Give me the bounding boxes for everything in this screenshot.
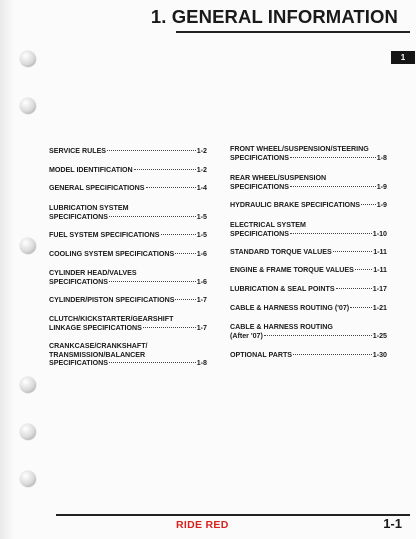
toc-entry-label: ENGINE & FRAME TORQUE VALUES bbox=[230, 266, 354, 274]
toc-entry-row bbox=[230, 332, 387, 341]
toc-page-number: 1-11 bbox=[373, 248, 387, 256]
dot-leader bbox=[146, 187, 196, 188]
brand-logo: RIDE RED bbox=[176, 519, 229, 531]
toc-entry[interactable] bbox=[230, 145, 387, 162]
toc-page-number: 1-7 bbox=[196, 323, 207, 332]
toc-entry-label: (After '07) bbox=[230, 331, 263, 340]
toc-entry[interactable] bbox=[49, 296, 207, 305]
chapter-tab: 1 bbox=[391, 51, 415, 64]
toc-entry-row bbox=[230, 183, 387, 192]
toc-page-number: 1-2 bbox=[196, 166, 207, 174]
toc-entry-label: ELECTRICAL SYSTEM bbox=[230, 221, 306, 229]
toc-entry[interactable] bbox=[49, 184, 207, 193]
toc-entry-row bbox=[230, 285, 387, 294]
dot-leader bbox=[333, 251, 373, 252]
toc-page-number: 1-11 bbox=[373, 266, 387, 274]
toc-entry-label: LINKAGE SPECIFICATIONS bbox=[49, 323, 142, 332]
page-number: 1-1 bbox=[383, 516, 402, 531]
toc-entry-label: SPECIFICATIONS bbox=[49, 212, 108, 221]
binder-hole-icon bbox=[20, 98, 36, 114]
toc-entry-label: LUBRICATION SYSTEM bbox=[49, 204, 129, 212]
toc-entry-row bbox=[230, 201, 387, 210]
dot-leader bbox=[107, 150, 196, 151]
toc-entry-row bbox=[49, 250, 207, 259]
dot-leader bbox=[336, 288, 372, 289]
toc-page-number: 1-6 bbox=[196, 277, 207, 286]
dot-leader bbox=[134, 169, 196, 170]
dot-leader bbox=[264, 335, 372, 336]
footer-rule bbox=[56, 514, 410, 516]
dot-leader bbox=[361, 204, 376, 205]
dot-leader bbox=[109, 216, 196, 217]
toc-page-number: 1-8 bbox=[376, 153, 387, 162]
toc-entry[interactable] bbox=[230, 248, 387, 257]
binder-hole-icon bbox=[20, 51, 36, 67]
dot-leader bbox=[290, 233, 372, 234]
toc-page-number: 1-5 bbox=[196, 231, 207, 239]
binder-hole-icon bbox=[20, 471, 36, 487]
toc-entry-row bbox=[49, 184, 207, 193]
toc-entry[interactable] bbox=[230, 201, 387, 210]
toc-entry-label: CABLE & HARNESS ROUTING ('07) bbox=[230, 304, 350, 312]
toc-entry-label: CYLINDER HEAD/VALVES bbox=[49, 269, 137, 277]
dot-leader bbox=[175, 253, 196, 254]
toc-entry[interactable] bbox=[49, 342, 207, 368]
toc-entry[interactable] bbox=[230, 266, 387, 275]
toc-entry[interactable] bbox=[230, 304, 387, 313]
toc-page-number: 1-25 bbox=[372, 331, 387, 340]
toc-page-number: 1-2 bbox=[196, 147, 207, 155]
toc-entry[interactable] bbox=[49, 147, 207, 156]
toc-entry-label: REAR WHEEL/SUSPENSION bbox=[230, 174, 327, 182]
toc-entry-row bbox=[230, 154, 387, 163]
toc-page-number: 1-5 bbox=[196, 212, 207, 221]
toc-entry-row bbox=[49, 278, 207, 287]
toc-entry[interactable] bbox=[49, 231, 207, 240]
dot-leader bbox=[355, 269, 372, 270]
toc-entry-row bbox=[230, 248, 387, 257]
toc-page-number: 1-21 bbox=[372, 304, 387, 312]
toc-entry-row bbox=[49, 166, 207, 175]
toc-entry-label: CRANKCASE/CRANKSHAFT/ bbox=[49, 342, 148, 350]
toc-page-number: 1-7 bbox=[196, 296, 207, 304]
toc-entry-label: LUBRICATION & SEAL POINTS bbox=[230, 285, 335, 293]
page-title: 1. GENERAL INFORMATION bbox=[150, 6, 398, 27]
toc-entry-row bbox=[49, 213, 207, 222]
title-rule bbox=[176, 31, 410, 33]
toc-entry-label: TRANSMISSION/BALANCER bbox=[49, 350, 146, 359]
toc-entry-row bbox=[49, 359, 207, 368]
toc-entry-row bbox=[49, 231, 207, 240]
toc-entry[interactable] bbox=[230, 351, 387, 360]
toc-entry-label: COOLING SYSTEM SPECIFICATIONS bbox=[49, 250, 175, 258]
toc-page-number: 1-9 bbox=[376, 201, 387, 209]
dot-leader bbox=[175, 299, 195, 300]
toc-entry-label: MODEL IDENTIFICATION bbox=[49, 166, 133, 174]
toc-entry-label: STANDARD TORQUE VALUES bbox=[230, 248, 332, 256]
dot-leader bbox=[161, 234, 196, 235]
toc-entry[interactable] bbox=[49, 204, 207, 221]
toc-entry-label: SPECIFICATIONS bbox=[49, 277, 108, 286]
toc-entry[interactable] bbox=[49, 269, 207, 286]
toc-entry-row bbox=[230, 230, 387, 239]
toc-page-number: 1-6 bbox=[196, 250, 207, 258]
toc-entry-label: OPTIONAL PARTS bbox=[230, 351, 293, 359]
toc-entry-row bbox=[49, 324, 207, 333]
toc-entry-label: FUEL SYSTEM SPECIFICATIONS bbox=[49, 231, 160, 239]
toc-entry-label: CLUTCH/KICKSTARTER/GEARSHIFT bbox=[49, 315, 174, 323]
toc-page-number: 1-9 bbox=[376, 182, 387, 191]
toc-entry[interactable] bbox=[230, 285, 387, 294]
toc-entry[interactable] bbox=[230, 221, 387, 238]
toc-page-number: 1-17 bbox=[372, 285, 387, 293]
dot-leader bbox=[143, 327, 196, 328]
toc-page-number: 1-30 bbox=[372, 351, 387, 359]
toc-entry-row bbox=[230, 304, 387, 313]
toc-entry-label: SERVICE RULES bbox=[49, 147, 107, 155]
toc-page-number: 1-4 bbox=[196, 184, 207, 192]
toc-entry-label: SPECIFICATIONS bbox=[49, 359, 108, 368]
toc-entry-label: SPECIFICATIONS bbox=[230, 182, 289, 191]
toc-entry[interactable] bbox=[49, 166, 207, 175]
toc-entry-row bbox=[49, 147, 207, 156]
toc-entry-row bbox=[49, 296, 207, 305]
toc-page-number: 1-10 bbox=[372, 229, 387, 238]
dot-leader bbox=[290, 186, 376, 187]
toc-entry[interactable] bbox=[230, 323, 387, 340]
toc-entry-label: CABLE & HARNESS ROUTING bbox=[230, 323, 333, 331]
toc-entry[interactable] bbox=[49, 315, 207, 332]
toc-entry-row bbox=[230, 351, 387, 360]
binder-hole-icon bbox=[20, 238, 36, 254]
dot-leader bbox=[109, 362, 196, 363]
toc-entry-row bbox=[230, 266, 387, 275]
toc-entry[interactable] bbox=[49, 250, 207, 259]
toc-entry-label: CYLINDER/PISTON SPECIFICATIONS bbox=[49, 296, 175, 304]
dot-leader bbox=[350, 307, 372, 308]
dot-leader bbox=[290, 157, 376, 158]
toc-entry-label: HYDRAULIC BRAKE SPECIFICATIONS bbox=[230, 201, 360, 209]
dot-leader bbox=[293, 354, 372, 355]
binder-hole-icon bbox=[20, 424, 36, 440]
toc-entry-label: SPECIFICATIONS bbox=[230, 153, 289, 162]
dot-leader bbox=[109, 281, 196, 282]
toc-page-number: 1-8 bbox=[196, 359, 207, 368]
binder-hole-icon bbox=[20, 377, 36, 393]
toc-entry-label: GENERAL SPECIFICATIONS bbox=[49, 184, 145, 192]
toc-entry[interactable] bbox=[230, 174, 387, 191]
toc-entry-label: SPECIFICATIONS bbox=[230, 229, 289, 238]
toc-entry-label: FRONT WHEEL/SUSPENSION/STEERING bbox=[230, 145, 369, 153]
